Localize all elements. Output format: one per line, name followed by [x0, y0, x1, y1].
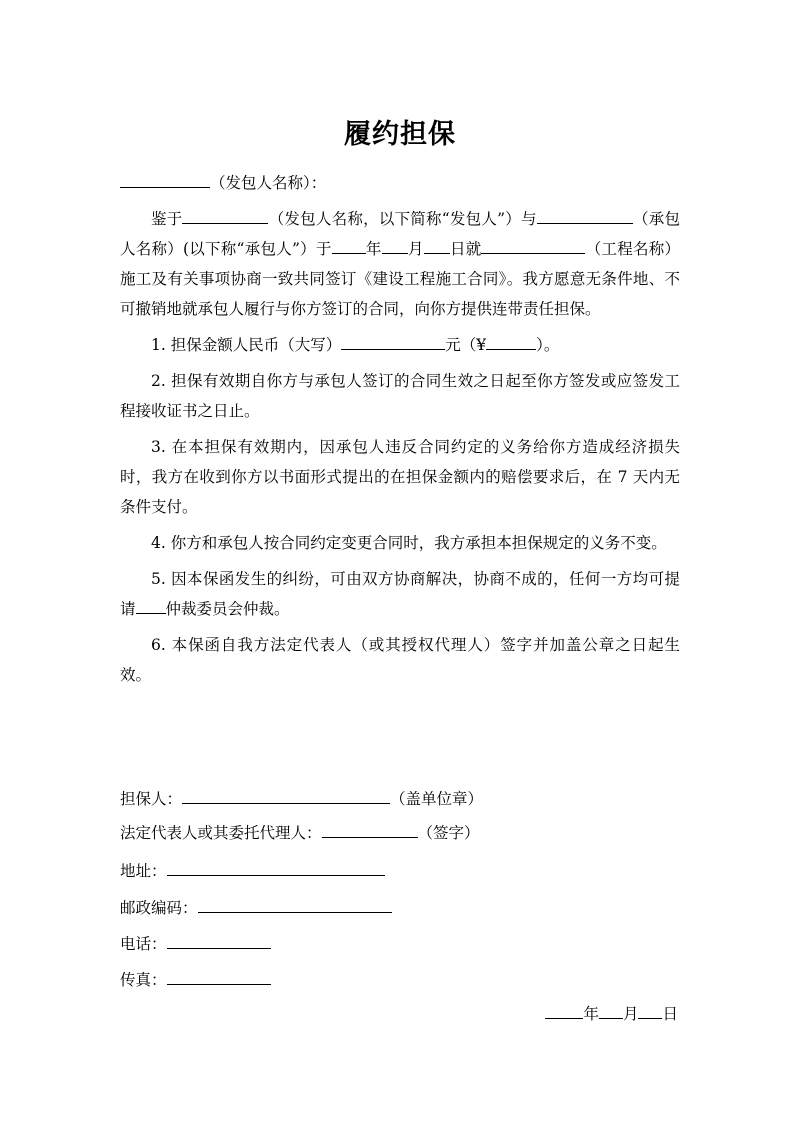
guarantor-note: （盖单位章） — [390, 790, 484, 808]
employer-name-blank[interactable] — [120, 169, 210, 188]
intro-text-4: （工程名称）施工及有关事项协商一致共同签订《建设工程施工合同》。我方愿意无条件地、不可撤销地就承包人履行与你方签订的合同，向你方提供连带责任担保。 — [120, 240, 680, 318]
intro-year: 年 — [365, 240, 382, 258]
clause-1-text-c: ）。 — [536, 336, 560, 354]
project-name-blank[interactable] — [481, 235, 585, 254]
intro-paragraph — [120, 204, 680, 324]
postcode-line — [120, 894, 680, 920]
document-body — [120, 168, 680, 690]
salutation-text: （发包人名称）： — [210, 174, 327, 192]
phone-blank[interactable] — [167, 930, 271, 949]
clause-6: 6. 本保函自我方法定代表人（或其授权代理人）签字并加盖公章之日起生效。 — [120, 636, 680, 684]
sign-year-blank[interactable] — [545, 1000, 583, 1019]
clause-1-text-a: 1. 担保金额人民币（大写） — [151, 336, 342, 354]
guarantor-label: 担保人： — [120, 790, 183, 808]
representative-label: 法定代表人或其委托代理人： — [120, 824, 322, 842]
salutation-line — [120, 168, 680, 198]
clause-2: 2. 担保有效期自你方与承包人签订的合同生效之日起至你方签发或应签发工程接收证书之日止。 — [120, 372, 680, 420]
fax-label: 传真： — [120, 971, 167, 989]
phone-label: 电话： — [120, 935, 167, 953]
document-title: 履约担保 — [344, 119, 456, 150]
intro-text-3: （承包人名称）(以下称“承包人”）于 — [120, 210, 680, 258]
representative-blank[interactable] — [322, 819, 418, 838]
year-blank[interactable] — [332, 235, 366, 254]
intro-text-2: （发包人名称，以下简称“发包人”）与 — [268, 210, 537, 228]
guarantor-blank[interactable] — [182, 785, 390, 804]
month-blank[interactable] — [382, 235, 408, 254]
phone-line — [120, 930, 680, 956]
date-line — [545, 1000, 678, 1026]
postcode-label: 邮政编码： — [120, 899, 198, 917]
sign-month-label: 月 — [622, 1005, 639, 1023]
address-label: 地址： — [120, 862, 167, 880]
address-line — [120, 857, 680, 883]
clause-5-text-b: 仲裁委员会仲裁。 — [165, 600, 290, 618]
clause-3: 3. 在本担保有效期内，因承包人违反合同约定的义务给你方造成经济损失时，我方在收到你方以书面形式提出的在担保金额内的赔偿要求后，在 7 天内无条件支付。 — [120, 438, 680, 516]
fax-blank[interactable] — [167, 966, 271, 985]
sign-month-blank[interactable] — [599, 1000, 623, 1019]
sign-day-blank[interactable] — [638, 1000, 662, 1019]
sign-day-label: 日 — [662, 1005, 678, 1023]
intro-day: 日就 — [449, 240, 482, 258]
amount-number-blank[interactable] — [486, 331, 536, 350]
amount-words-blank[interactable] — [341, 331, 445, 350]
clause-1 — [120, 330, 680, 360]
sign-year-label: 年 — [583, 1005, 599, 1023]
clause-4: 4. 你方和承包人按合同约定变更合同时，我方承担本担保规定的义务不变。 — [151, 534, 667, 552]
clause-5 — [120, 564, 680, 624]
representative-line — [120, 819, 680, 845]
intro-text-1: 鉴于 — [151, 210, 183, 228]
contractor-blank[interactable] — [537, 205, 633, 224]
clause-5-text-a: 5. 因本保函发生的纠纷，可由双方协商解决，协商不成的，任何一方均可提请 — [120, 570, 680, 618]
arbitration-blank[interactable] — [136, 595, 166, 614]
fax-line — [120, 966, 680, 992]
representative-note: （签字） — [417, 824, 480, 842]
employer-blank[interactable] — [182, 205, 268, 224]
clause-1-text-b: 元（¥ — [445, 336, 487, 354]
day-blank[interactable] — [424, 235, 450, 254]
address-blank[interactable] — [167, 857, 385, 876]
guarantor-line — [120, 785, 680, 811]
postcode-blank[interactable] — [198, 894, 392, 913]
intro-month: 月 — [407, 240, 424, 258]
